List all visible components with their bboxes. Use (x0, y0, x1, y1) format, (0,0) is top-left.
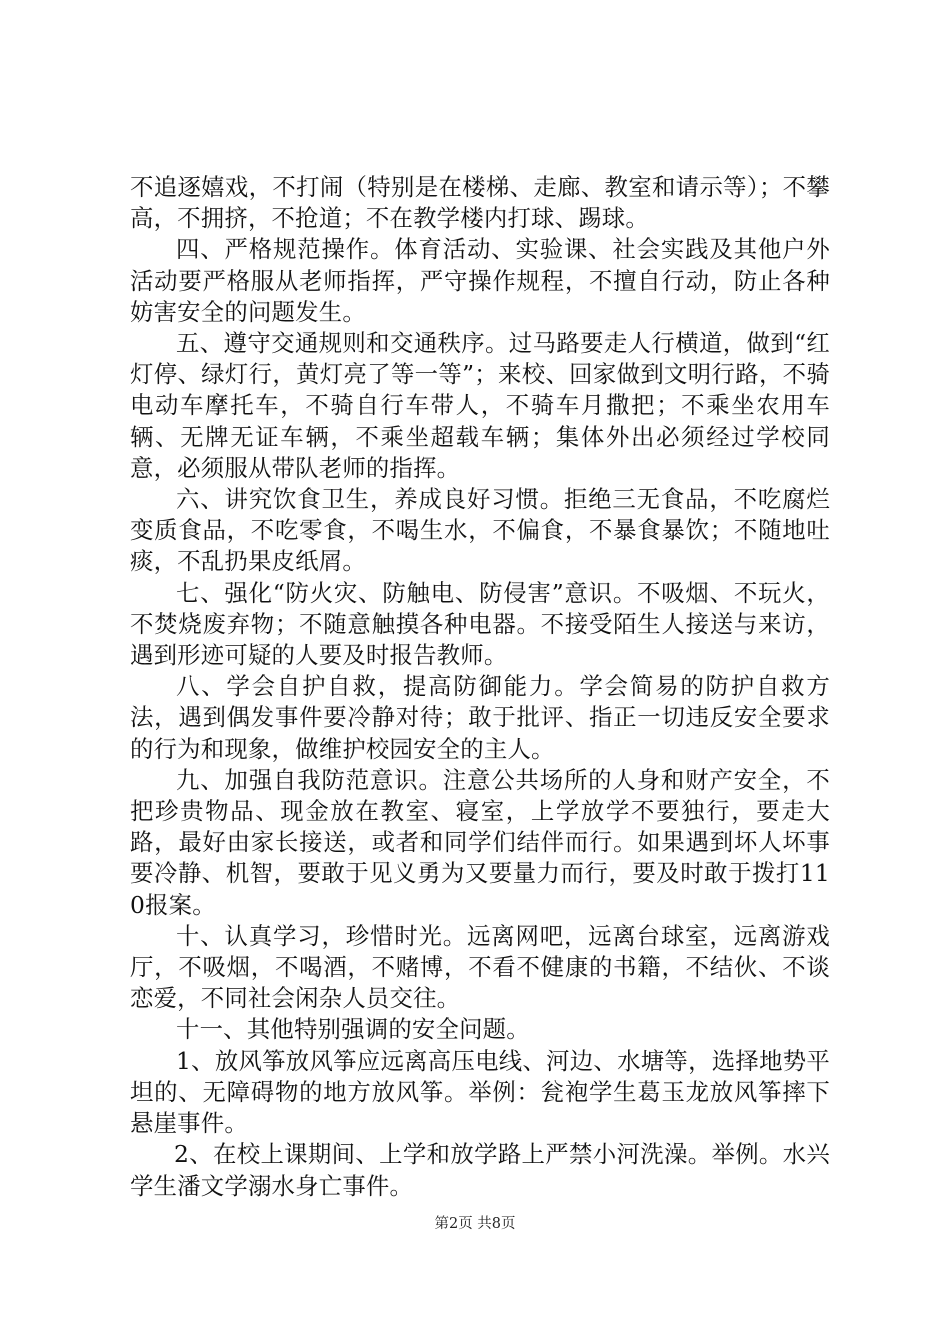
paragraph-continuation: 不追逐嬉戏，不打闹（特别是在楼梯、走廊、教室和请示等）；不攀高，不拥挤，不抢道；不在教学楼内打球、踢球。 (130, 173, 830, 233)
page-footer: 第2页 共8页 (434, 1216, 516, 1232)
paragraph-item-9: 九、加强自我防范意识。注意公共场所的人身和财产安全，不把珍贵物品、现金放在教室、寝室，上学放学不要独行，要走大路，最好由家长接送，或者和同学们结伴而行。如果遇到坏人坏事要冷静、机智，要敢于见义勇为又要量力而行，要及时敢于拨打110报案。 (130, 765, 830, 919)
paragraph-item-10: 十、认真学习，珍惜时光。远离网吧，远离台球室，远离游戏厅，不吸烟，不喝酒，不赌博，不看不健康的书籍，不结伙、不谈恋爱，不同社会闲杂人员交往。 (130, 921, 830, 1013)
paragraph-item-7: 七、强化“防火灾、防触电、防侵害”意识。不吸烟、不玩火，不焚烧废弃物；不随意触摸各种电器。不接受陌生人接送与来访，遇到形迹可疑的人要及时报告教师。 (130, 578, 830, 670)
paragraph-item-4: 四、严格规范操作。体育活动、实验课、社会实践及其他户外活动要严格服从老师指挥，严守操作规程，不擅自行动，防止各种妨害安全的问题发生。 (130, 235, 830, 326)
paragraph-subitem-2: 2、在校上课期间、上学和放学路上严禁小河洗澡。举例。水兴学生潘文学溺水身亡事件。 (130, 1140, 830, 1200)
document-body (130, 172, 830, 1202)
paragraph-item-6: 六、讲究饮食卫生，养成良好习惯。拒绝三无食品，不吃腐烂变质食品，不吃零食，不喝生水，不偏食，不暴食暴饮；不随地吐痰，不乱扔果皮纸屑。 (130, 485, 830, 576)
paragraph-item-11: 十一、其他特别强调的安全问题。 (176, 1015, 530, 1044)
paragraph-item-8: 八、学会自护自救，提高防御能力。学会简易的防护自救方法，遇到偶发事件要冷静对待；敢于批评、指正一切违反安全要求的行为和现象，做维护校园安全的主人。 (130, 672, 830, 763)
paragraph-item-5: 五、遵守交通规则和交通秩序。过马路要走人行横道，做到“红灯停、绿灯行，黄灯亮了等一等”；来校、回家做到文明行路，不骑电动车摩托车，不骑自行车带人，不骑车月撒把；不乘坐农用车辆、无牌无证车辆，不乘坐超载车辆；集体外出必须经过学校同意，必须服从带队老师的指挥。 (130, 329, 830, 482)
paragraph-subitem-1: 1、放风筝放风筝应远离高压电线、河边、水塘等，选择地势平坦的、无障碍物的地方放风筝。举例：瓮袍学生葛玉龙放风筝摔下悬崖事件。 (130, 1046, 830, 1138)
